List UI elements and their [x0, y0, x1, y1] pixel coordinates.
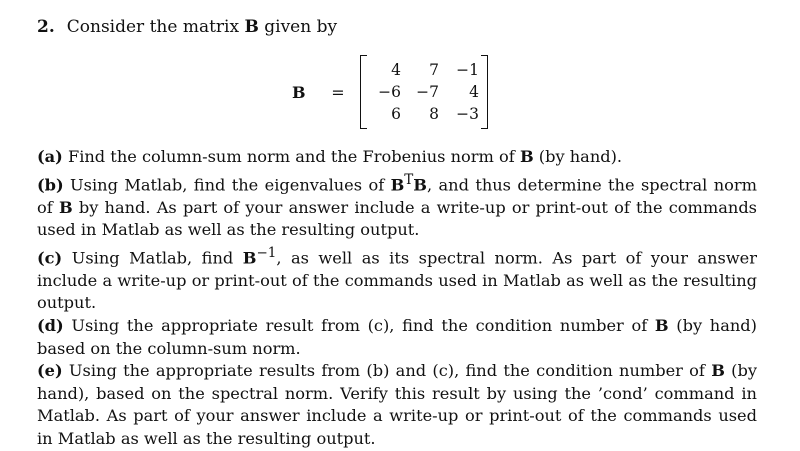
part-c-label: (c) — [37, 248, 63, 268]
part-c-matrix-symbol: B — [242, 248, 257, 268]
part-e-matrix-symbol: B — [711, 361, 725, 381]
part-d-matrix-symbol: B — [654, 315, 669, 335]
part-b-label: (b) — [37, 174, 64, 194]
matrix-cell: −3 — [456, 105, 479, 123]
part-c-text-1: Using Matlab, find — [71, 248, 234, 268]
matrix-cell: −6 — [378, 83, 401, 101]
matrix-cell: 4 — [469, 83, 479, 101]
matrix-equals-sign: = — [331, 82, 345, 102]
part-b-text-2: , and thus determine the spectral norm of — [37, 174, 757, 217]
part-d-text-2: (by hand) based on the column-sum norm. — [37, 315, 757, 358]
part-b-text-1: Using Matlab, find the eigenvalues of — [70, 174, 385, 194]
matrix-equation — [292, 56, 488, 128]
part-c-inverse-superscript: −1 — [256, 244, 277, 261]
matrix-cell: 8 — [429, 105, 439, 123]
problem-parts — [37, 146, 757, 451]
part-e — [37, 360, 757, 450]
problem-header — [37, 16, 337, 38]
matrix-grid — [367, 59, 481, 125]
part-a-matrix-symbol: B — [519, 147, 534, 166]
part-e-text-1: Using the appropriate results from (b) and (c), find the condition number of — [68, 361, 705, 381]
part-b — [37, 169, 757, 242]
problem-intro-suffix: given by — [264, 17, 338, 37]
problem-number: 2. — [37, 17, 55, 37]
part-d-text-1: Using the appropriate result from (c), find the condition number of — [71, 315, 648, 335]
part-b-text-3: by hand. As part of your answer include a write-up or print-out of the commands used in Matlab as well as the resulting output. — [37, 197, 757, 240]
matrix-left-bracket — [360, 55, 367, 129]
matrix-cell: 7 — [429, 61, 439, 79]
part-a-text-2: (by hand). — [538, 147, 623, 166]
part-b-matrix-symbol: B — [390, 174, 405, 194]
problem-intro-text: Consider the matrix — [66, 17, 240, 37]
matrix-cell: 4 — [391, 61, 401, 79]
part-c — [37, 242, 757, 315]
part-a — [37, 146, 757, 169]
part-b-matrix-symbol-2: B — [413, 174, 427, 194]
matrix-cell: −1 — [456, 61, 479, 79]
problem-matrix-symbol: B — [244, 17, 259, 37]
part-c-text-2: , as well as its spectral norm. As part of your answer include a write-up or print-out of the commands used in Matlab as well as the resulting output. — [37, 248, 757, 313]
part-a-text-1: Find the column-sum norm and the Frobenius norm of — [67, 147, 515, 166]
part-e-label: (e) — [37, 361, 63, 381]
part-b-matrix-symbol-3: B — [58, 197, 73, 217]
matrix-cell: 6 — [391, 105, 401, 123]
part-e-text-2: (by hand), based on the spectral norm. Verify this result by using the ’cond’ command in Matlab. As part of your answer include a write-up or print-out of the commands used in Matlab as well as the resulting output. — [37, 361, 757, 448]
part-d-label: (d) — [37, 315, 64, 335]
matrix-right-bracket — [481, 55, 488, 129]
matrix-label: B — [292, 82, 306, 102]
part-a-label: (a) — [37, 147, 63, 166]
part-d — [37, 315, 757, 360]
matrix-cell: −7 — [416, 83, 439, 101]
part-b-transpose-superscript: T — [404, 171, 414, 188]
